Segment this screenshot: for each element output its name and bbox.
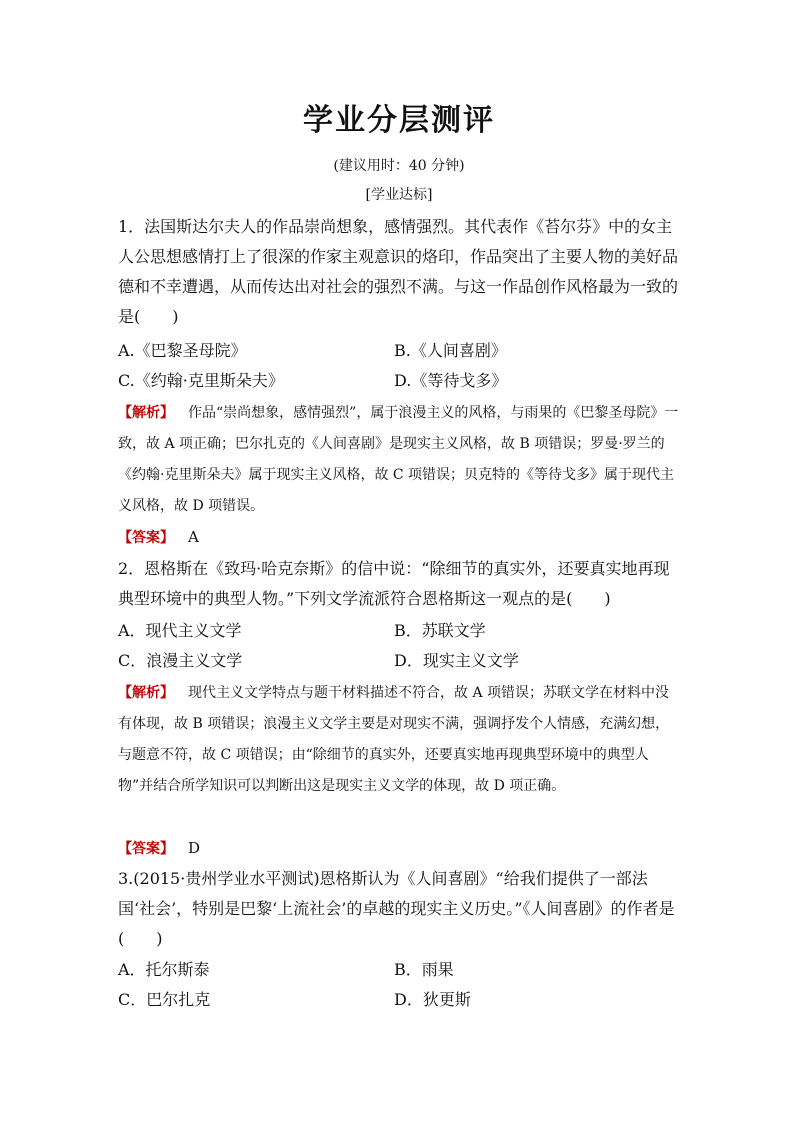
page-title: 学业分层测评 (303, 103, 495, 138)
question-2-answer-value: D (188, 839, 201, 857)
answer-tag: 【答案】 (118, 530, 174, 546)
question-1-option-b: B.《人间喜剧》 (394, 341, 507, 360)
question-3-stem: 3.(2015·贵州学业水平测试)恩格斯认为《人间喜剧》“给我们提供了一部法国‘社会’，特别是巴黎‘上流社会’的卓越的现实主义历史。”《人间喜剧》的作者是( ) (118, 869, 675, 948)
question-2-analysis-text: 现代主义文学特点与题干材料描述不符合，故 A 项错误；苏联文学在材料中没有体现，故 B 项错误；浪漫主义文学主要是对现实不满，强调抒发个人情感，充满幻想，与题意不符，故 C 项错误；由“除细节的真实外，还要真实地再现典型环境中的典型人物”并结合所学知识可以判断出这是现实主义文学的体现，故 D 项正确。 (118, 685, 670, 794)
question-3-option-d: D．狄更斯 (394, 990, 471, 1009)
question-1-analysis (118, 398, 680, 522)
time-note: (建议用时：40 分钟) (333, 158, 465, 174)
question-3-options-row-1 (118, 955, 680, 985)
question-3-options-row-2 (118, 985, 680, 1015)
question-2-options-row-1 (118, 616, 680, 646)
question-1-answer (118, 522, 199, 553)
question-2-option-d: D．现实主义文学 (394, 651, 519, 670)
question-3-option-a: A．托尔斯泰 (118, 960, 210, 979)
question-2-answer (118, 833, 200, 864)
question-1-options-row-2 (118, 366, 680, 396)
question-3-option-c: C．巴尔扎克 (118, 990, 211, 1009)
question-3-option-b: B．雨果 (394, 960, 454, 979)
section-heading: [学业达标] (365, 187, 433, 203)
question-1-option-d: D.《等待戈多》 (394, 371, 508, 390)
question-1-analysis-text: 作品“崇尚想象，感情强烈”，属于浪漫主义的风格，与雨果的《巴黎圣母院》一致，故 A 项正确；巴尔扎克的《人间喜剧》是现实主义风格，故 B 项错误；罗曼·罗兰的《约翰·克里斯朵夫》属于现实主义风格，故 C 项错误；贝克特的《等待戈多》属于现代主义风格，故 D 项错误。 (118, 405, 679, 514)
question-1-answer-value: A (188, 528, 199, 546)
question-2-option-b: B．苏联文学 (394, 621, 486, 640)
question-2-options-row-2 (118, 646, 680, 676)
analysis-tag: 【解析】 (118, 405, 174, 421)
answer-tag: 【答案】 (118, 841, 174, 857)
question-1-option-c: C.《约翰·克里斯朵夫》 (118, 371, 284, 390)
question-1-option-a: A.《巴黎圣母院》 (118, 341, 247, 360)
question-1-stem: 1．法国斯达尔夫人的作品崇尚想象，感情强烈。其代表作《苔尔芬》中的女主人公思想感情打上了很深的作家主观意识的烙印，作品突出了主要人物的美好品德和不幸遭遇，从而传达出对社会的强烈不满。与这一作品创作风格最为一致的是( ) (118, 217, 679, 326)
question-2-option-c: C．浪漫主义文学 (118, 651, 243, 670)
question-2-stem: 2．恩格斯在《致玛·哈克奈斯》的信中说：“除细节的真实外，还要真实地再现典型环境中的典型人物。”下列文学流派符合恩格斯这一观点的是( ) (118, 559, 670, 608)
question-1-options-row-1 (118, 336, 680, 366)
question-2-analysis (118, 678, 680, 802)
question-2-option-a: A．现代主义文学 (118, 621, 242, 640)
analysis-tag: 【解析】 (118, 685, 174, 701)
